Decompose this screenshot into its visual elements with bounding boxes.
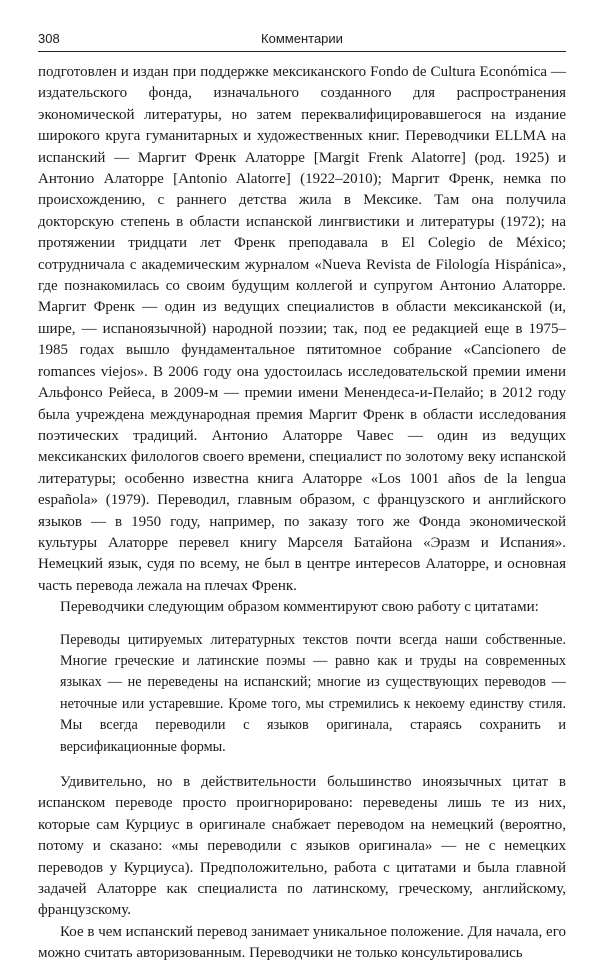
block-quote: Переводы цитируемых литературных текстов почти всегда наши собственные. Многие греческие и латинские поэмы — равно как и труды на современных языках — не переведены на испанский; многие из существующих переводов — неточные или устаревшие. Кроме того, мы стремились к некоему единству стиля. Мы всегда переводили с языков оригинала, стараясь сохранить и версификационные формы. [60, 631, 566, 755]
page-body [38, 62, 566, 965]
body-paragraph-1: подготовлен и издан при поддержке мексиканского Fondo de Cultura Económica — издательского фонда, изначального созданного для распространения экономической литературы, но затем переквалифицировавшегося на издание широкого круга гуманитарных и художественных книг. Переводчики ELLMA на испанский — Маргит Френк Алаторре [Margit Frenk Alatorre] (род. 1925) и Антонио Алаторре [Antonio Alatorre] (1922–2010); Маргит Френк, немка по происхождению, с раннего детства жила в Мексике. Там она получила докторскую степень в области испанской лингвистики и литературы (1972); на протяжении тридцати лет Френк преподавала в El Colegio de México; сотрудничала с академическим журналом «Nueva Revista de Filología Hispánica», где познакомилась со своим будущим коллегой и супругом Антонио Алаторре. Маргит Френк — один из ведущих специалистов в области мексиканской (и, шире, — испаноязычной) народной поэзии; так, под ее редакцией еще в 1975–1985 годах вышло фундаментальное пятитомное собрание «Cancionero de romances viejos». В 2006 году она удостоилась исследовательской премии имени Альфонсо Рейеса, в 2009-м — премии имени Менендеса-и-Пелайо; в 2012 году была учреждена международная премия Маргит Френк в области исследования поэтических традиций. Антонио Алаторре Чавес — один из ведущих мексиканских филологов своего времени, специалист по золотому веку испанской литературы; особенно известна книга Алаторре «Los 1001 años de la lengua española» (1979). Переводил, главным образом, с французского и английского языков — в 1950 году, например, по заказу того же Фонда экономической культуры Алаторре перевел книгу Марселя Батайона «Эразм и Испания». Немецкий язык, судя по всему, не был в центре интересов Алаторре, и основная часть перевода лежала на плечах Френк. [38, 64, 566, 594]
running-title: Комментарии [261, 31, 343, 46]
page-header [38, 29, 566, 52]
page-number: 308 [38, 31, 60, 46]
body-paragraph-4: Кое в чем испанский перевод занимает уникальное положение. Для начала, его можно считать авторизованным. Переводчики не только консультировались [38, 923, 566, 962]
body-paragraph-3: Удивительно, но в действительности большинство иноязычных цитат в испанском переводе просто проигнорировано: переведены лишь те из них, которые сам Курциус в оригинале снабжает переводом на немецкий (вероятно, потому и сказано: «мы переводили с языков оригинала» — не с немецких переводов у Курциуса). Предположительно, работа с цитатами и была главной задачей Алаторре как специалиста по латинскому, греческому, английскому, французскому. [38, 774, 566, 919]
body-paragraph-2: Переводчики следующим образом комментируют свою работу с цитатами: [60, 599, 539, 616]
